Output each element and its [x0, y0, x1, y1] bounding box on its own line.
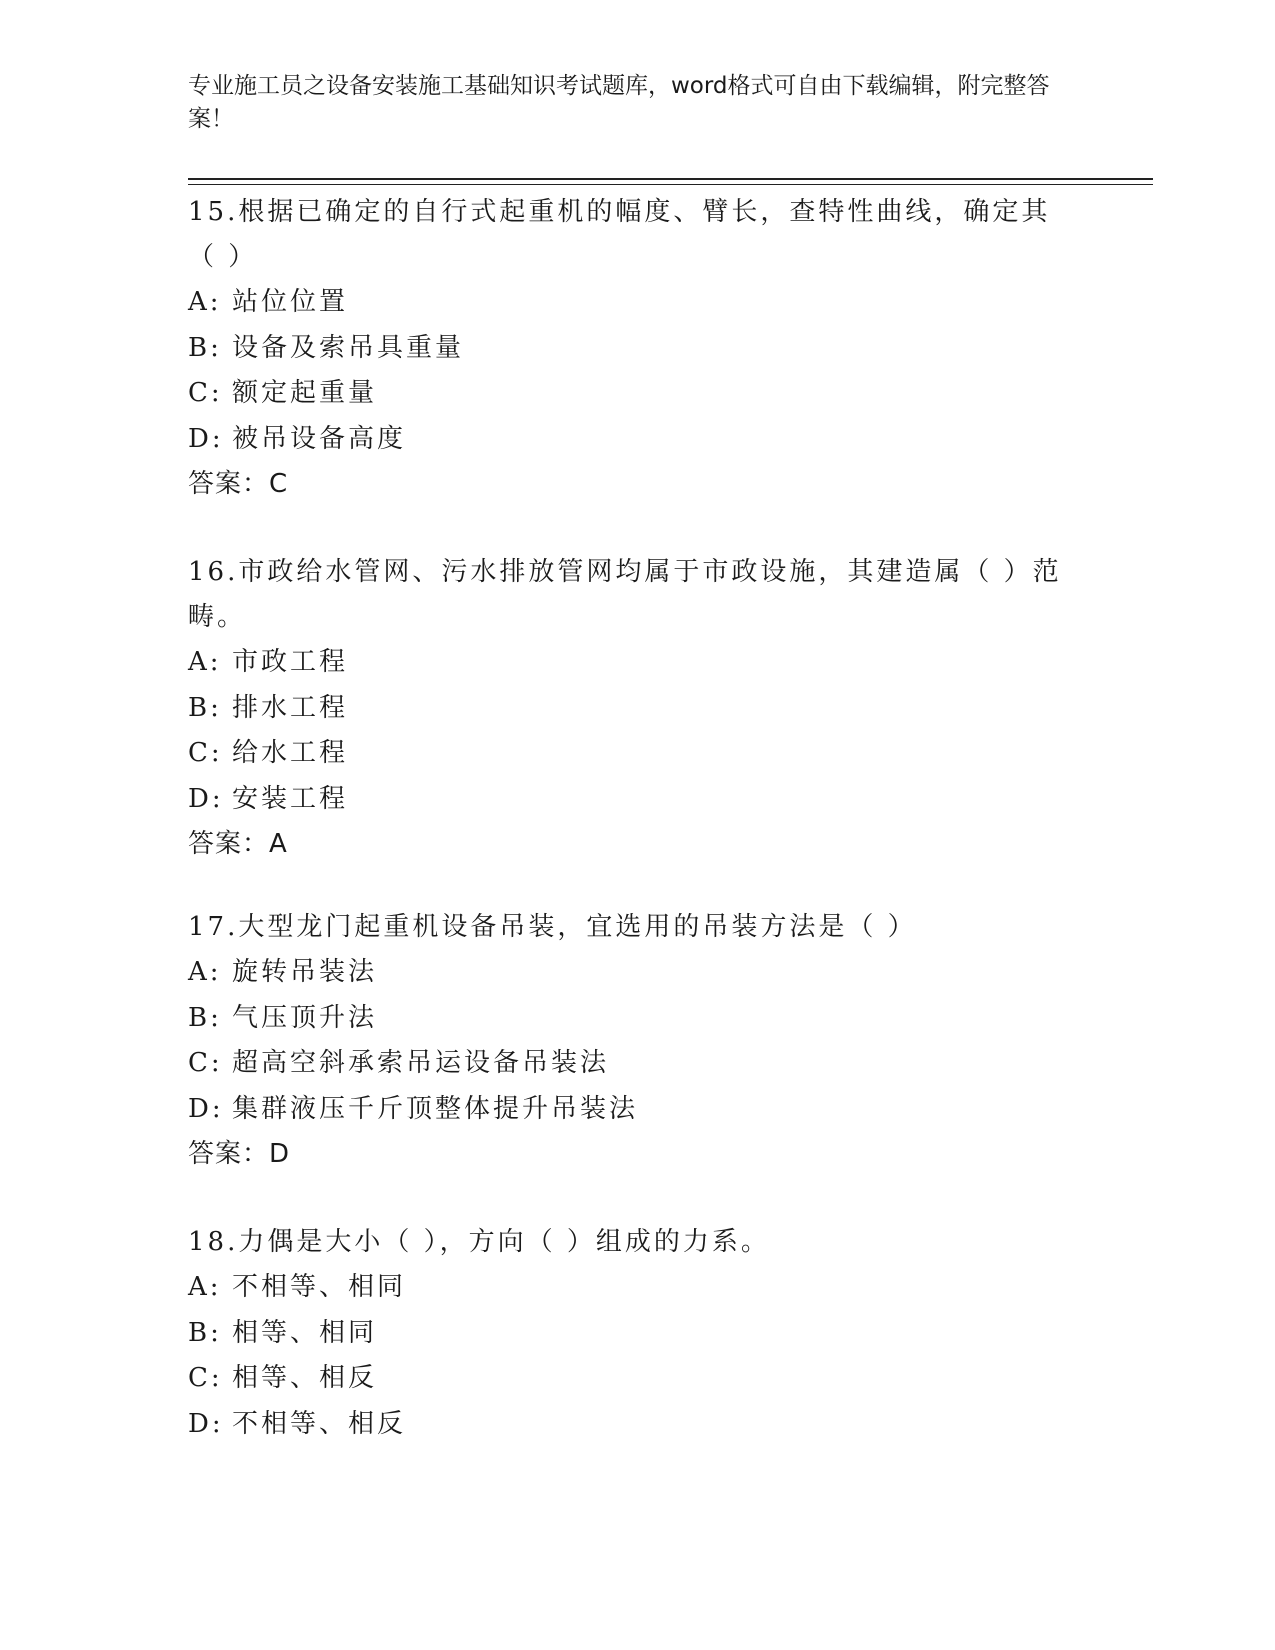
- option-text: 相等、相同: [232, 1317, 378, 1348]
- question-18: [188, 1220, 1068, 1447]
- question-stem: 16.市政给水管网、污水排放管网均属于市政设施，其建造属（ ）范畴。: [188, 557, 1062, 632]
- option-letter: A:: [188, 647, 222, 677]
- question-stem: 18.力偶是大小（ ），方向（ ）组成的力系。: [188, 1227, 770, 1257]
- option-text: 给水工程: [232, 738, 349, 768]
- option-c: [188, 371, 1068, 417]
- option-c: [188, 731, 1068, 777]
- option-d: [188, 417, 1068, 463]
- option-letter: B:: [188, 332, 222, 363]
- option-text: 集群液压千斤顶整体提升吊装法: [232, 1093, 639, 1124]
- option-letter: C:: [188, 1048, 223, 1078]
- option-text: 安装工程: [232, 783, 349, 814]
- option-a: [188, 950, 1068, 996]
- option-c: [188, 1041, 1068, 1087]
- option-text: 额定起重量: [232, 378, 378, 408]
- option-letter: B:: [188, 1317, 222, 1348]
- document-header: 专业施工员之设备安装施工基础知识考试题库，word格式可自由下载编辑，附完整答案！: [188, 73, 1050, 132]
- option-a: [188, 640, 1068, 686]
- answer-line: 答案：A: [188, 829, 288, 859]
- option-text: 市政工程: [232, 647, 349, 677]
- option-text: 不相等、相同: [232, 1272, 407, 1302]
- option-text: 被吊设备高度: [232, 423, 407, 454]
- question-15: [188, 190, 1068, 507]
- option-d: [188, 1402, 1068, 1448]
- option-text: 排水工程: [232, 692, 349, 723]
- option-b: [188, 1311, 1068, 1357]
- option-letter: A:: [188, 287, 222, 317]
- option-a: [188, 280, 1068, 326]
- question-stem: 17.大型龙门起重机设备吊装，宜选用的吊装方法是（ ）: [188, 912, 917, 942]
- option-letter: D:: [188, 1408, 224, 1439]
- option-letter: D:: [188, 1093, 224, 1124]
- option-letter: C:: [188, 1363, 223, 1393]
- option-text: 相等、相反: [232, 1363, 378, 1393]
- option-d: [188, 777, 1068, 823]
- answer-line: 答案：C: [188, 469, 289, 499]
- option-b: [188, 996, 1068, 1042]
- option-letter: C:: [188, 378, 223, 408]
- option-text: 设备及索吊具重量: [232, 332, 465, 363]
- question-stem: 15.根据已确定的自行式起重机的幅度、臂长，查特性曲线，确定其（ ）: [188, 197, 1051, 272]
- question-17: [188, 905, 1068, 1177]
- option-text: 不相等、相反: [232, 1408, 407, 1439]
- option-c: [188, 1356, 1068, 1402]
- option-d: [188, 1087, 1068, 1133]
- option-text: 超高空斜承索吊运设备吊装法: [232, 1048, 610, 1078]
- option-letter: D:: [188, 423, 224, 454]
- option-b: [188, 326, 1068, 372]
- option-a: [188, 1265, 1068, 1311]
- question-16: [188, 550, 1068, 867]
- option-text: 气压顶升法: [232, 1002, 378, 1033]
- answer-line: 答案：D: [188, 1139, 291, 1169]
- option-text: 旋转吊装法: [232, 957, 378, 987]
- option-letter: D:: [188, 783, 224, 814]
- option-b: [188, 686, 1068, 732]
- option-letter: B:: [188, 692, 222, 723]
- option-letter: A:: [188, 957, 222, 987]
- option-text: 站位位置: [232, 287, 349, 317]
- option-letter: B:: [188, 1002, 222, 1033]
- option-letter: A:: [188, 1272, 222, 1302]
- header-divider-thin: [188, 184, 1153, 185]
- option-letter: C:: [188, 738, 223, 768]
- header-divider-thick: [188, 178, 1153, 180]
